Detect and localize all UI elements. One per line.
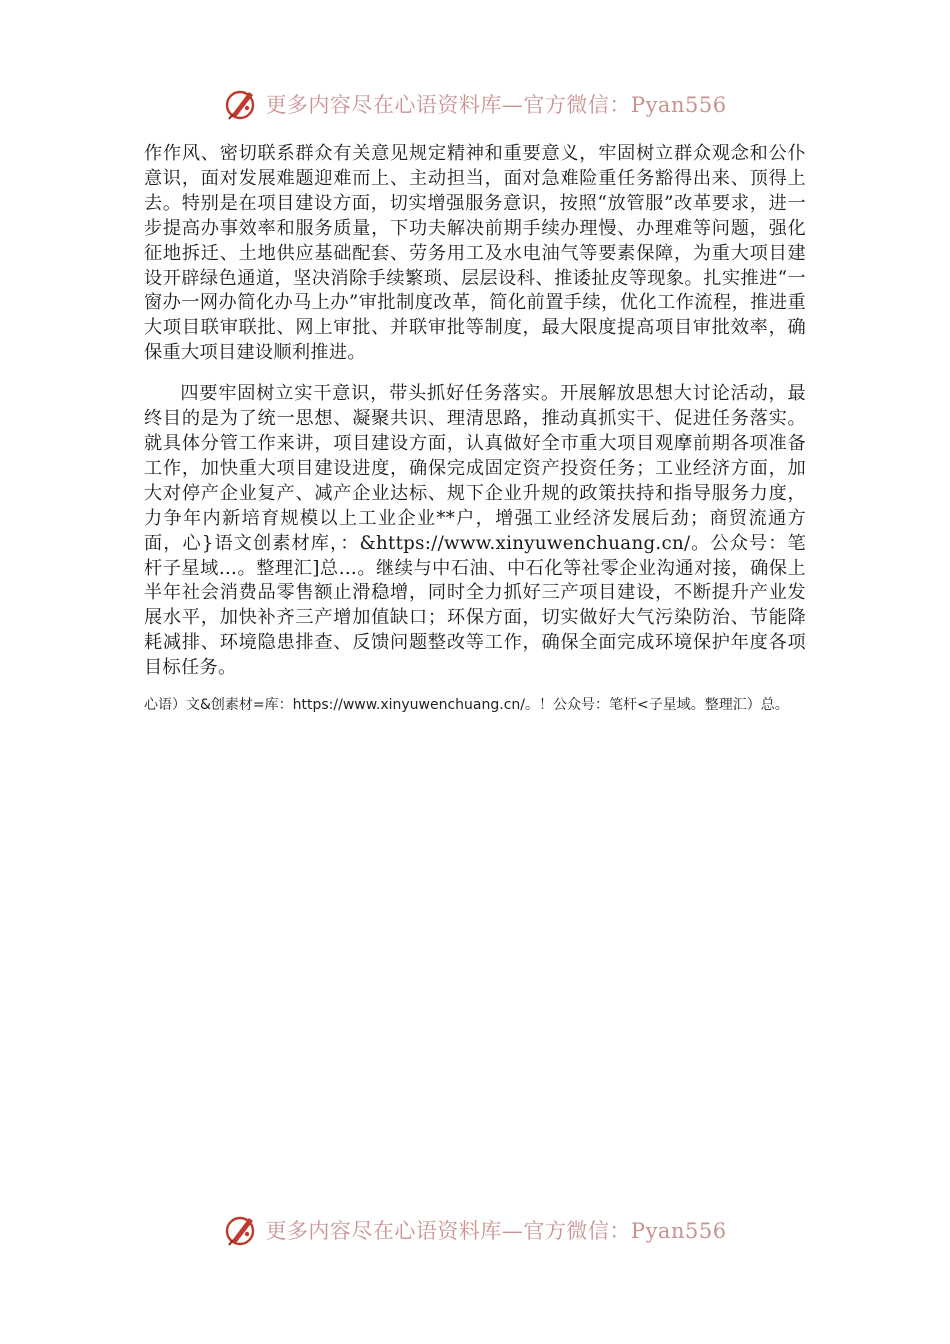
footer-banner <box>0 1210 950 1250</box>
paragraph-1: 作作风、密切联系群众有关意见规定精神和重要意义，牢固树立群众观念和公仆意识，面对发展难题迎难而上、主动担当，面对急难险重任务豁得出来、顶得上去。特别是在项目建设方面，切实增强服务意识，按照“放管服”改革要求，进一步提高办事效率和服务质量，下功夫解决前期手续办理慢、办理难等问题，强化征地拆迁、土地供应基础配套、劳务用工及水电油气等要素保障，为重大项目建设开辟绿色通道，坚决消除手续繁琐、层层设科、推诿扯皮等现象。扎实推进“一窗办一网办简化办马上办”审批制度改革，简化前置手续，优化工作流程，推进重大项目联审联批、网上审批、并联审批等制度，最大限度提高项目审批效率，确保重大项目建设顺利推进。 <box>144 143 806 364</box>
header-banner-text: 更多内容尽在心语资料库—官方微信：Pyan556 <box>265 93 727 117</box>
quill-pen-logo-icon <box>223 1212 259 1248</box>
paragraph-2: 四要牢固树立实干意识，带头抓好任务落实。开展解放思想大讨论活动，最终目的是为了统一思想、凝聚共识、理清思路，推动真抓实干、促进任务落实。就具体分管工作来讲，项目建设方面，认真做好全市重大项目观摩前期各项准备工作，加快重大项目建设进度，确保完成固定资产投资任务；工业经济方面，加大对停产企业复产、减产企业达标、规下企业升规的政策扶持和指导服务力度，力争年内新培育规模以上工业企业**户，增强工业经济发展后劲；商贸流通方面，心}语文创素材库，：&https://www.xinyuwenchuang.cn/。公众号：笔杆子星域…。整理汇]总…。继续与中石油、中石化等社零企业沟通对接，确保上半年社会消费品零售额止滑稳增，同时全力抓好三产项目建设，不断提升产业发展水平，加快补齐三产增加值缺口；环保方面，切实做好大气污染防治、节能降耗减排、环境隐患排查、反馈问题整改等工作，确保全面完成环境保护年度各项目标任务。 <box>144 383 806 679</box>
document-body <box>144 142 806 717</box>
quill-pen-logo-icon <box>223 86 259 122</box>
source-note: 心语）文&创素材=库：https://www.xinyuwenchuang.cn/。！公众号：笔杆<子星域。整理汇）总。 <box>144 697 789 714</box>
footer-banner-text: 更多内容尽在心语资料库—官方微信：Pyan556 <box>265 1219 727 1243</box>
header-banner <box>0 84 950 124</box>
